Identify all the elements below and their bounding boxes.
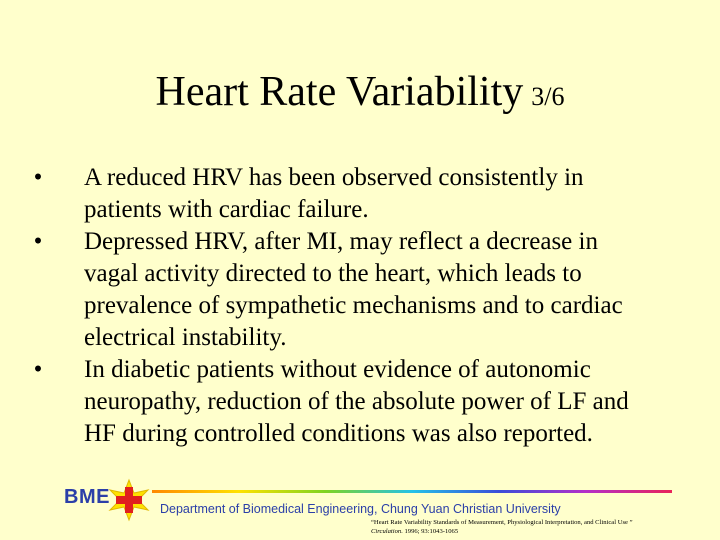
bme-logo xyxy=(58,478,158,522)
bullet-item xyxy=(28,354,708,450)
bullet-marker: • xyxy=(33,164,43,191)
reference-journal: Circulation xyxy=(371,528,402,535)
reference-title: “Heart Rate Variability Standards of Measurement, Physiological Interpretation, and Clinical Use ” xyxy=(371,519,633,526)
footer-department: Department of Biomedical Engineering, Chung Yuan Christian University xyxy=(160,502,561,516)
page-indicator: 3/6 xyxy=(531,82,565,111)
bullet-item xyxy=(28,226,708,354)
bullet-item xyxy=(28,162,708,226)
bullet-marker: • xyxy=(33,356,43,383)
bullet-text: In diabetic patients without evidence of autonomic neuropathy, reduction of the absolute power of LF and HF during controlled conditions was also reported. xyxy=(84,356,629,447)
footer-reference xyxy=(371,518,716,536)
logo-text: BME xyxy=(64,486,110,508)
title-text: Heart Rate Variability xyxy=(155,69,524,115)
footer-rainbow-divider xyxy=(152,490,672,493)
reference-details: . 1996; 93:1043-1065 xyxy=(401,528,459,535)
bullet-text: Depressed HRV, after MI, may reflect a decrease in vagal activity directed to the heart, which leads to prevalence of sympathetic mechanisms and to cardiac electrical instability. xyxy=(84,228,623,351)
slide-title xyxy=(0,68,720,116)
bullet-marker: • xyxy=(33,228,43,255)
red-cross-star-icon xyxy=(104,478,154,522)
bullet-text: A reduced HRV has been observed consistently in patients with cardiac failure. xyxy=(84,164,584,223)
bullet-list xyxy=(28,162,708,450)
reference-citation xyxy=(371,527,716,536)
